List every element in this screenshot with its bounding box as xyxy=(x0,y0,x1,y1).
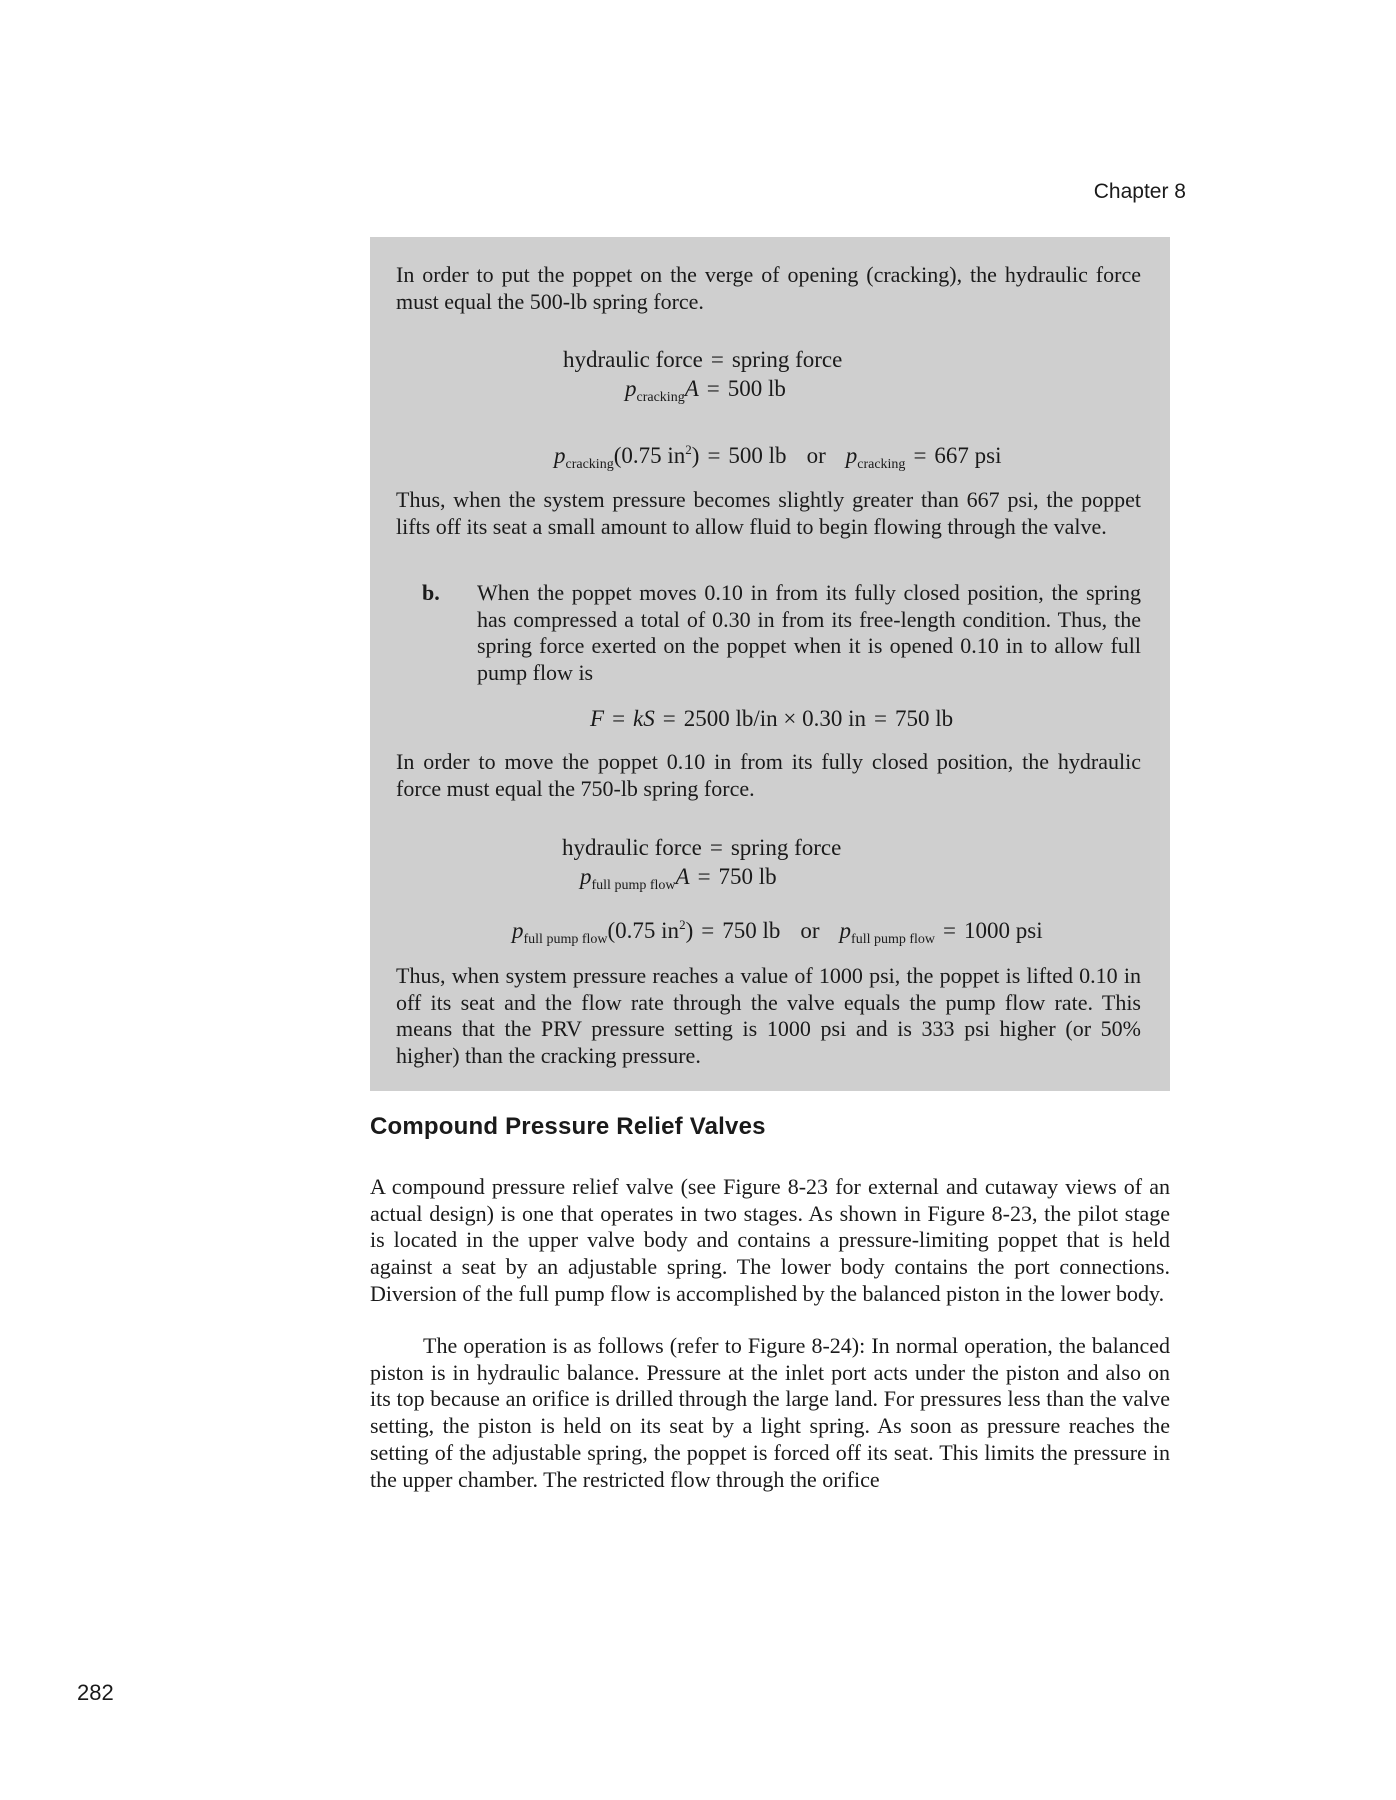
equation-hydraulic-force-full: hydraulic force = spring force xyxy=(562,835,842,860)
example-box xyxy=(370,237,1170,1091)
page-number: 282 xyxy=(77,1680,114,1705)
body-paragraph-2: The operation is as follows (refer to Figure 8-24): In normal operation, the balanced piston is in hydraulic balance. Pressure at the inlet port acts under the piston and also on its top because an orifice is drilled through the large land. For pressures less than the valve setting, the piston is held on its seat by a light spring. As soon as pressure reaches the setting of the adjustable spring, the poppet is forced off its seat. This limits the pressure in the upper chamber. The restricted flow through the orifice xyxy=(370,1333,1170,1492)
intro-cracking-paragraph: In order to put the poppet on the verge of opening (cracking), the hydraulic force must equal the 500-lb spring force. xyxy=(396,262,1141,314)
equation-hydraulic-force-cracking: hydraulic force = spring force xyxy=(563,347,843,372)
equation-cracking-pressure: $p_{cracking}(0.75$ $in^2) = 500$ lb or $p_{cracking} = 667$ psi xyxy=(554,442,1002,472)
equation-spring-force: F = kS = 2500 lb/in × 0.30 in = 750 lb xyxy=(590,706,954,731)
equation-p-cracking-area: $p_{cracking}A = 500$ lb xyxy=(625,376,786,405)
equation-full-flow-pressure: $p_{full pump flow}(0.75$ $in^2) = 750$ lb or $p_{full pump flow} = 1000$ psi xyxy=(512,917,1043,947)
chapter-label: Chapter 8 xyxy=(1093,180,1186,203)
body-paragraph-1: A compound pressure relief valve (see Figure 8-23 for external and cutaway views of an actual design) is one that operates in two stages. As shown in Figure 8-23, the pilot stage is located in the upper valve body and contains a pressure-limiting poppet that is held against a seat by an adjustable spring. The lower body contains the port connections. Diversion of the full pump flow is accomplished by the balanced piston in the lower body. xyxy=(370,1174,1170,1306)
list-marker: b. xyxy=(422,580,440,605)
list-item-b-text: When the poppet moves 0.10 in from its fully closed position, the spring has compressed a total of 0.30 in from its free-length condition. Thus, the spring force exerted on the poppet when it is opened 0.10 in to allow full pump flow is xyxy=(477,580,1141,685)
thus-full-flow-paragraph: Thus, when system pressure reaches a value of 1000 psi, the poppet is lifted 0.10 in off its seat and the flow rate through the valve equals the pump flow rate. This means that the PRV pressure setting is 1000 psi and is 333 psi higher (or 50% higher) than the cracking pressure. xyxy=(396,963,1141,1068)
intro-full-flow-paragraph: In order to move the poppet 0.10 in from its fully closed position, the hydraulic force must equal the 750-lb spring force. xyxy=(396,749,1141,801)
equation-p-full-flow-area: $p_{full pump flow}A = 750$ lb xyxy=(580,864,777,893)
section-heading: Compound Pressure Relief Valves xyxy=(370,1113,766,1140)
thus-cracking-paragraph: Thus, when the system pressure becomes slightly greater than 667 psi, the poppet lifts off its seat a small amount to allow fluid to begin flowing through the valve. xyxy=(396,487,1141,539)
